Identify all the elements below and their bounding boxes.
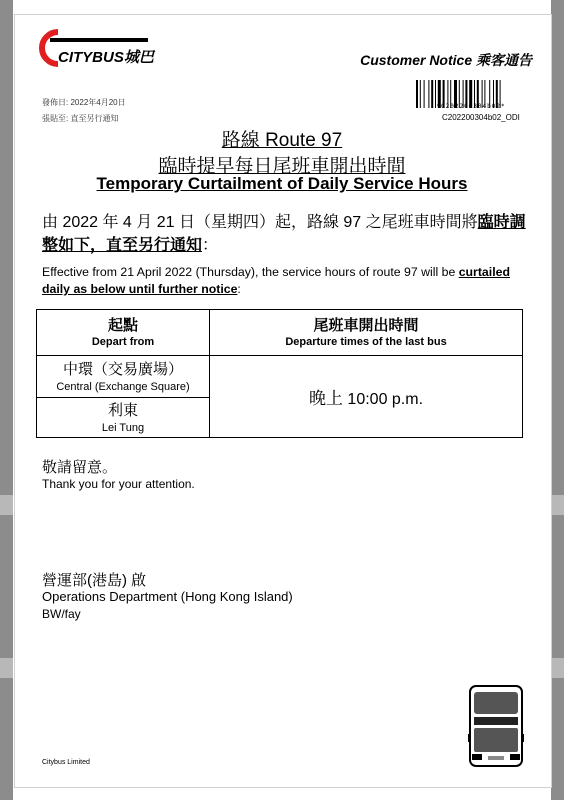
- department-chinese: 營運部(港島) 啟: [42, 572, 147, 589]
- intro-english-tail: :: [237, 282, 241, 296]
- barcode-text: *C202200304b02*: [436, 103, 506, 110]
- right-gray-bar-middle: [551, 515, 564, 658]
- thanks-english: Thank you for your attention.: [42, 477, 195, 491]
- intro-english-emphasis: curtailed daily as below until further notice: [42, 265, 510, 296]
- table-row: [37, 356, 523, 398]
- last-bus-time-en: 10:00 p.m.: [347, 391, 424, 408]
- intro-english-text: Effective from 21 April 2022 (Thursday), the service hours of route 97 will be: [42, 265, 459, 279]
- left-gray-bar-bottom: [0, 678, 13, 800]
- route-heading: 路線 Route 97: [221, 130, 343, 151]
- column-header-depart-from-zh: 起點: [107, 317, 138, 334]
- origin-zh: 利東: [107, 401, 138, 419]
- citybus-logo: [28, 26, 158, 75]
- column-header-depart-from: [37, 310, 210, 356]
- title-chinese: 臨時提早每日尾班車開出時間: [158, 156, 406, 177]
- logo-text: CITYBUS城巴: [58, 49, 154, 66]
- column-header-departure-time: [210, 310, 523, 356]
- column-header-departure-time-en: Departure times of the last bus: [285, 336, 447, 348]
- company-footer: Citybus Limited: [42, 759, 90, 766]
- customer-notice-title: Customer Notice 乘客通告: [360, 52, 532, 68]
- thanks-chinese: 敬請留意。: [42, 459, 118, 476]
- document-code: C202200304b02_ODI: [442, 113, 520, 122]
- left-gray-bar-top: [0, 0, 13, 495]
- left-gray-bar-middle: [0, 515, 13, 658]
- post-until-label: 張貼至:: [42, 114, 69, 123]
- origin-zh: 中環（交易廣場）: [62, 360, 183, 378]
- title-english: Temporary Curtailment of Daily Service Hours: [96, 174, 468, 193]
- issue-date-line: [42, 97, 126, 108]
- reference-initials: BW/fay: [42, 607, 81, 621]
- intro-english: [42, 264, 526, 298]
- double-decker-bus-icon: [468, 684, 524, 775]
- right-gray-bar-bottom: [551, 678, 564, 800]
- post-until-line: [42, 113, 118, 124]
- origin-cell: [37, 356, 210, 398]
- last-bus-time-cell: [210, 356, 523, 438]
- intro-chinese-tail: ：: [202, 237, 219, 254]
- departure-table: [36, 309, 523, 438]
- column-header-depart-from-en: Depart from: [91, 336, 155, 348]
- issue-date-value: 2022年4月20日: [70, 98, 126, 107]
- last-bus-time-zh: 晚上: [308, 389, 343, 408]
- post-until-value: 直至另行通知: [70, 114, 119, 123]
- issue-date-label: 發佈日:: [42, 98, 69, 107]
- right-gray-bar-top: [551, 0, 564, 495]
- intro-chinese-text: 由 2022 年 4 月 21 日（星期四）起，路線 97 之尾班車時間將: [42, 214, 478, 231]
- origin-en: Central (Exchange Square): [56, 380, 190, 393]
- department-english: Operations Department (Hong Kong Island): [42, 589, 293, 604]
- column-header-departure-time-zh: 尾班車開出時間: [313, 317, 419, 334]
- origin-cell: [37, 398, 210, 438]
- origin-en: Lei Tung: [101, 421, 145, 434]
- intro-chinese-emphasis: 臨時調整如下，直至另行通知: [42, 214, 526, 254]
- intro-chinese: [42, 211, 526, 257]
